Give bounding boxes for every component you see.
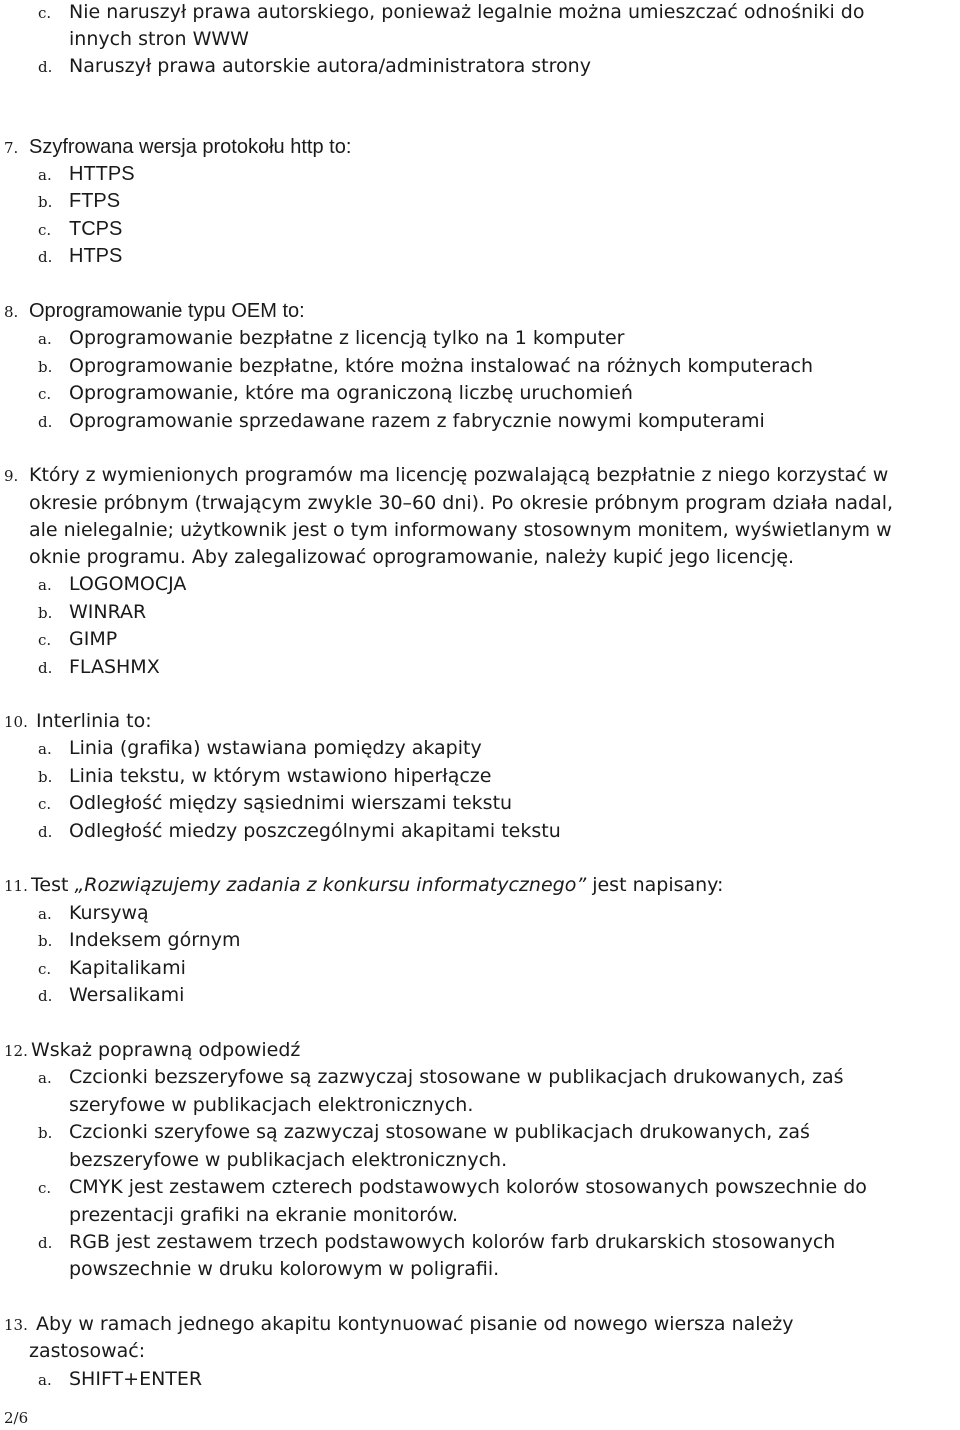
question-text: Aby w ramach jednego akapitu kontynuować pisanie od nowego wiersza należy — [36, 1313, 794, 1335]
q9-option-d — [38, 655, 160, 679]
q13-option-a — [38, 1367, 202, 1391]
option-marker: a. — [38, 166, 52, 184]
option-text: Czcionki szeryfowe są zazwyczaj stosowane w publikacjach drukowanych, zaś — [69, 1121, 810, 1143]
q8-question — [4, 299, 305, 323]
option-marker: c. — [38, 4, 52, 22]
option-text: bezszeryfowe w publikacjach elektronicznych. — [69, 1149, 508, 1171]
option-marker: d. — [38, 987, 53, 1005]
option-text: Odległość miedzy poszczególnymi akapitami tekstu — [69, 820, 561, 842]
q7-option-b — [38, 189, 120, 213]
option-text: Linia (grafika) wstawiana pomiędzy akapity — [69, 737, 482, 759]
option-text: Nie naruszył prawa autorskiego, ponieważ legalnie można umieszczać odnośniki do — [69, 1, 865, 23]
q7-option-a — [38, 162, 135, 186]
q9-question-line — [29, 491, 893, 515]
option-text: Czcionki bezszeryfowe są zazwyczaj stosowane w publikacjach drukowanych, zaś — [69, 1066, 844, 1088]
q11-option-a — [38, 901, 149, 925]
option-marker: d. — [38, 659, 53, 677]
question-italic-text: „Rozwiązujemy zadania z konkursu informatycznego” — [74, 874, 587, 896]
option-text: TCPS — [69, 218, 123, 240]
option-text: szeryfowe w publikacjach elektronicznych. — [69, 1094, 474, 1116]
option-text: powszechnie w druku kolorowym w poligrafii. — [69, 1258, 500, 1280]
option-marker: c. — [38, 795, 52, 813]
option-text: Kursywą — [69, 902, 149, 924]
q11-option-d — [38, 983, 184, 1007]
q9-option-c — [38, 627, 117, 651]
option-text: prezentacji grafiki na ekranie monitorów. — [69, 1204, 459, 1226]
question-text: zastosować: — [29, 1340, 146, 1362]
q9-option-a — [38, 572, 186, 596]
q8-option-a — [38, 326, 624, 350]
q6-option-d — [38, 54, 591, 78]
option-marker: d. — [38, 823, 53, 841]
q8-option-d — [38, 409, 765, 433]
option-text: RGB jest zestawem trzech podstawowych kolorów farb drukarskich stosowanych — [69, 1231, 836, 1253]
option-text: CMYK jest zestawem czterech podstawowych kolorów stosowanych powszechnie do — [69, 1176, 867, 1198]
question-text: Test — [31, 874, 75, 896]
option-marker: a. — [38, 905, 52, 923]
option-marker: b. — [38, 1124, 53, 1142]
option-marker: a. — [38, 1371, 52, 1389]
option-text: FTPS — [69, 190, 121, 212]
question-text: Wskaż poprawną odpowiedź — [31, 1039, 301, 1061]
q12-option-b-continued — [69, 1148, 507, 1172]
option-text: Oprogramowanie bezpłatne z licencją tylko na 1 komputer — [69, 327, 625, 349]
option-text: WINRAR — [69, 601, 147, 623]
q12-option-a-continued — [69, 1093, 473, 1117]
q12-option-c — [38, 1175, 867, 1199]
question-text: Który z wymienionych programów ma licencję pozwalającą bezpłatnie z niego korzystać w — [29, 464, 889, 486]
q9-question-line — [29, 545, 794, 569]
q10-option-c — [38, 791, 512, 815]
option-marker: d. — [38, 1234, 53, 1252]
question-number: 12. — [4, 1042, 28, 1060]
question-text: ale nielegalnie; użytkownik jest o tym informowany stosownym monitem, wyświetlanym w — [29, 519, 892, 541]
q6-option-c-continued — [69, 27, 249, 51]
option-text: GIMP — [69, 628, 118, 650]
q11-question — [4, 873, 723, 897]
option-text: Indeksem górnym — [69, 929, 241, 951]
q12-option-c-continued — [69, 1203, 458, 1227]
q7-question — [4, 135, 351, 159]
q12-question — [4, 1038, 300, 1062]
question-text: Szyfrowana wersja protokołu http to: — [29, 136, 352, 158]
option-text: innych stron WWW — [69, 28, 249, 50]
option-marker: d. — [38, 248, 53, 266]
option-marker: b. — [38, 193, 53, 211]
option-text: HTPS — [69, 245, 123, 267]
option-text: Kapitalikami — [69, 957, 186, 979]
q12-option-b — [38, 1120, 810, 1144]
option-marker: d. — [38, 58, 53, 76]
q12-option-d-continued — [69, 1257, 499, 1281]
q12-option-a — [38, 1065, 844, 1089]
option-text: Oprogramowanie, które ma ograniczoną liczbę uruchomień — [69, 382, 633, 404]
option-marker: c. — [38, 221, 52, 239]
q7-option-c — [38, 217, 122, 241]
option-text: Oprogramowanie bezpłatne, które można instalować na różnych komputerach — [69, 355, 814, 377]
q9-question — [4, 463, 888, 487]
question-number: 7. — [4, 139, 19, 157]
option-marker: c. — [38, 385, 52, 403]
option-marker: b. — [38, 768, 53, 786]
question-number: 11. — [4, 877, 28, 895]
q11-option-b — [38, 928, 241, 952]
q10-option-d — [38, 819, 561, 843]
option-text: LOGOMOCJA — [69, 573, 187, 595]
q12-option-d — [38, 1230, 835, 1254]
option-text: Odległość między sąsiednimi wierszami tekstu — [69, 792, 513, 814]
question-text: Oprogramowanie typu OEM to: — [29, 300, 305, 322]
question-text: jest napisany: — [586, 874, 724, 896]
question-text: Interlinia to: — [36, 710, 152, 732]
option-marker: b. — [38, 358, 53, 376]
q9-question-line — [29, 518, 892, 542]
option-marker: a. — [38, 1069, 52, 1087]
q9-option-b — [38, 600, 146, 624]
option-text: Linia tekstu, w którym wstawiono hiperłącze — [69, 765, 492, 787]
q10-question — [4, 709, 152, 733]
option-marker: b. — [38, 604, 53, 622]
question-text: oknie programu. Aby zalegalizować oprogramowanie, należy kupić jego licencję. — [29, 546, 795, 568]
question-number: 10. — [4, 713, 28, 731]
option-marker: b. — [38, 932, 53, 950]
option-marker: a. — [38, 740, 52, 758]
question-text: okresie próbnym (trwającym zwykle 30–60 dni). Po okresie próbnym program działa nadal, — [29, 492, 894, 514]
q13-question — [4, 1312, 793, 1336]
option-marker: c. — [38, 631, 52, 649]
question-number: 13. — [4, 1316, 28, 1334]
option-marker: a. — [38, 330, 52, 348]
option-text: Wersalikami — [69, 984, 185, 1006]
q7-option-d — [38, 244, 122, 268]
option-text: Naruszył prawa autorskie autora/administratora strony — [69, 55, 591, 77]
option-marker: d. — [38, 413, 53, 431]
question-number: 9. — [4, 467, 19, 485]
q8-option-c — [38, 381, 633, 405]
question-number: 8. — [4, 303, 19, 321]
option-text: SHIFT+ENTER — [69, 1368, 203, 1390]
option-marker: c. — [38, 1179, 52, 1197]
q10-option-b — [38, 764, 491, 788]
option-marker: c. — [38, 960, 52, 978]
q8-option-b — [38, 354, 813, 378]
option-text: FLASHMX — [69, 656, 160, 678]
q6-option-c — [38, 0, 865, 24]
q11-option-c — [38, 956, 186, 980]
page-number: 2/6 — [4, 1409, 29, 1427]
q10-option-a — [38, 736, 482, 760]
q13-question-line — [29, 1339, 145, 1363]
option-text: Oprogramowanie sprzedawane razem z fabrycznie nowymi komputerami — [69, 410, 765, 432]
option-marker: a. — [38, 576, 52, 594]
option-text: HTTPS — [69, 163, 135, 185]
